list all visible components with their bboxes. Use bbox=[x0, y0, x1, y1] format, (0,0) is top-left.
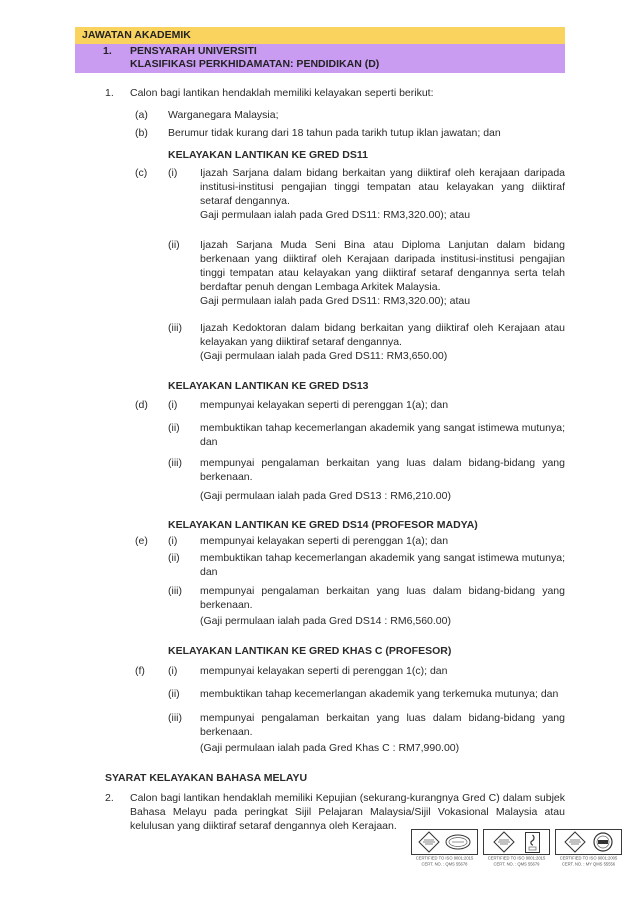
item-label: (e) bbox=[135, 535, 148, 547]
item-text: mempunyai pengalaman berkaitan yang luas dalam bidang-bidang yang berkenaan. bbox=[200, 457, 565, 483]
item-text: Ijazah Sarjana dalam bidang berkaitan yang diiktiraf oleh kerajaan daripada institusi-institusi pengajian tinggi tempatan atau kelayakan yang diiktiraf setaraf dengannya. bbox=[200, 167, 565, 207]
cert-unit bbox=[411, 829, 478, 867]
item-text: Ijazah Kedoktoran dalam bidang berkaitan yang diiktiraf oleh Kerajaan atau kelayakan yang diiktiraf setaraf dengannya. bbox=[200, 322, 565, 348]
list-item bbox=[168, 711, 565, 739]
list-item bbox=[135, 664, 565, 678]
position-header bbox=[75, 44, 565, 73]
salary-line: Gaji permulaan ialah pada Gred DS11: RM3,320.00); atau bbox=[200, 209, 471, 221]
item-label: (i) bbox=[168, 167, 178, 179]
item-label: (iii) bbox=[168, 712, 182, 724]
position-number: 1. bbox=[103, 45, 112, 57]
list-item bbox=[168, 421, 565, 449]
banner-title: JAWATAN AKADEMIK bbox=[82, 29, 191, 41]
list-item bbox=[135, 108, 565, 122]
item-text: membuktikan tahap kecemerlangan akademik yang terkemuka mutunya; dan bbox=[200, 688, 559, 700]
cert-globe-icon bbox=[593, 832, 613, 852]
cert-caption: CERT. NO. : QMS 55678 bbox=[421, 862, 468, 867]
list-item bbox=[168, 238, 565, 294]
list-item bbox=[135, 166, 565, 208]
list-item bbox=[168, 456, 565, 484]
item-label: (ii) bbox=[168, 552, 180, 564]
cert-caption: CERT. NO. : QMS 55679 bbox=[493, 862, 540, 867]
salary-line: (Gaji permulaan ialah pada Gred Khas C : RM7,990.00) bbox=[200, 742, 460, 754]
item-label: (iii) bbox=[168, 322, 182, 334]
cert-box bbox=[483, 829, 550, 855]
item-label: (i) bbox=[168, 665, 178, 677]
position-classification: KLASIFIKASI PERKHIDAMATAN: PENDIDIKAN (D) bbox=[130, 58, 380, 70]
cert-unit bbox=[483, 829, 550, 867]
cert-figure-icon bbox=[525, 832, 540, 853]
item-label: (i) bbox=[168, 535, 178, 547]
section-heading-khas-c: KELAYAKAN LANTIKAN KE GRED KHAS C (PROFESOR) bbox=[168, 645, 452, 657]
item-text: mempunyai kelayakan seperti di perenggan 1(c); dan bbox=[200, 665, 448, 677]
item-text: Calon bagi lantikan hendaklah memiliki kelayakan seperti berikut: bbox=[130, 87, 434, 99]
list-item bbox=[168, 551, 565, 579]
list-item bbox=[168, 687, 565, 701]
salary-line: (Gaji permulaan ialah pada Gred DS14 : RM6,560.00) bbox=[200, 615, 451, 627]
item-label: (a) bbox=[135, 109, 148, 121]
document-body bbox=[75, 86, 565, 833]
item-label: (b) bbox=[135, 127, 148, 139]
salary-line: (Gaji permulaan ialah pada Gred DS11: RM3,650.00) bbox=[200, 350, 448, 362]
cert-oval-icon bbox=[445, 834, 471, 850]
cert-caption: CERT. NO. : MY QMS 55556 bbox=[561, 862, 616, 867]
item-label: (f) bbox=[135, 665, 145, 677]
item-label: (c) bbox=[135, 167, 148, 179]
cert-box bbox=[411, 829, 478, 855]
cert-unit bbox=[555, 829, 622, 867]
cert-caption: CERTIFIED TO ISO 9001:2015 bbox=[415, 856, 474, 861]
list-item bbox=[135, 534, 565, 548]
item-text: mempunyai pengalaman berkaitan yang luas dalam bidang-bidang yang berkenaan. bbox=[200, 585, 565, 611]
document-content bbox=[75, 27, 565, 833]
cert-caption: CERTIFIED TO ISO 9001:2015 bbox=[487, 856, 546, 861]
item-label: (ii) bbox=[168, 422, 180, 434]
cert-diamond-icon bbox=[418, 831, 440, 853]
section-banner bbox=[75, 27, 565, 44]
cert-diamond-icon bbox=[493, 831, 515, 853]
item-number: 2. bbox=[105, 792, 114, 804]
item-label: (ii) bbox=[168, 239, 180, 251]
cert-caption: CERTIFIED TO ISO 9001:2005 bbox=[559, 856, 618, 861]
certification-logos bbox=[411, 829, 622, 867]
item-label: (d) bbox=[135, 399, 148, 411]
list-item bbox=[168, 321, 565, 349]
item-text: Calon bagi lantikan hendaklah memiliki Kepujian (sekurang-kurangnya Gred C) dalam subjek Bahasa Melayu pada peringkat Sijil Pelajaran Malaysia/Sijil Vokasional Malaysia atau kelulusan yang diiktiraf setaraf dengannya oleh Kerajaan. bbox=[130, 792, 565, 832]
section-heading-ds14: KELAYAKAN LANTIKAN KE GRED DS14 (PROFESOR MADYA) bbox=[168, 519, 478, 531]
item-label: (ii) bbox=[168, 688, 180, 700]
item-text: Berumur tidak kurang dari 18 tahun pada tarikh tutup iklan jawatan; dan bbox=[168, 127, 501, 139]
salary-line: Gaji permulaan ialah pada Gred DS11: RM3,320.00); atau bbox=[200, 295, 471, 307]
list-item bbox=[135, 126, 565, 140]
item-label: (i) bbox=[168, 399, 178, 411]
cert-diamond-icon bbox=[564, 831, 586, 853]
item-text: Warganegara Malaysia; bbox=[168, 109, 279, 121]
salary-line: (Gaji permulaan ialah pada Gred DS13 : RM6,210.00) bbox=[200, 490, 451, 502]
item-text: membuktikan tahap kecemerlangan akademik yang sangat istimewa mutunya; dan bbox=[200, 422, 565, 448]
item-number: 1. bbox=[105, 87, 114, 99]
section-heading-bahasa-melayu: SYARAT KELAYAKAN BAHASA MELAYU bbox=[105, 772, 308, 784]
list-item bbox=[105, 86, 565, 100]
item-text: mempunyai pengalaman berkaitan yang luas dalam bidang-bidang yang berkenaan. bbox=[200, 712, 565, 738]
position-title: PENSYARAH UNIVERSITI bbox=[130, 45, 257, 57]
item-text: mempunyai kelayakan seperti di perenggan 1(a); dan bbox=[200, 399, 449, 411]
list-item bbox=[105, 791, 565, 833]
cert-box bbox=[555, 829, 622, 855]
list-item bbox=[135, 398, 565, 412]
item-text: membuktikan tahap kecemerlangan akademik yang sangat istimewa mutunya; dan bbox=[200, 552, 565, 578]
list-item bbox=[168, 584, 565, 612]
section-heading-ds11: KELAYAKAN LANTIKAN KE GRED DS11 bbox=[168, 149, 368, 161]
item-label: (iii) bbox=[168, 457, 182, 469]
item-text: Ijazah Sarjana Muda Seni Bina atau Diploma Lanjutan dalam bidang berkenaan yang diiktiraf oleh Kerajaan daripada institusi-institusi pengajian tinggi tempatan atau kelayakan yang diiktiraf setaraf dengannya serta telah berdaftar penuh dengan Lembaga Arkitek Malaysia. bbox=[200, 239, 565, 293]
section-heading-ds13: KELAYAKAN LANTIKAN KE GRED DS13 bbox=[168, 380, 369, 392]
item-label: (iii) bbox=[168, 585, 182, 597]
item-text: mempunyai kelayakan seperti di perenggan 1(a); dan bbox=[200, 535, 449, 547]
